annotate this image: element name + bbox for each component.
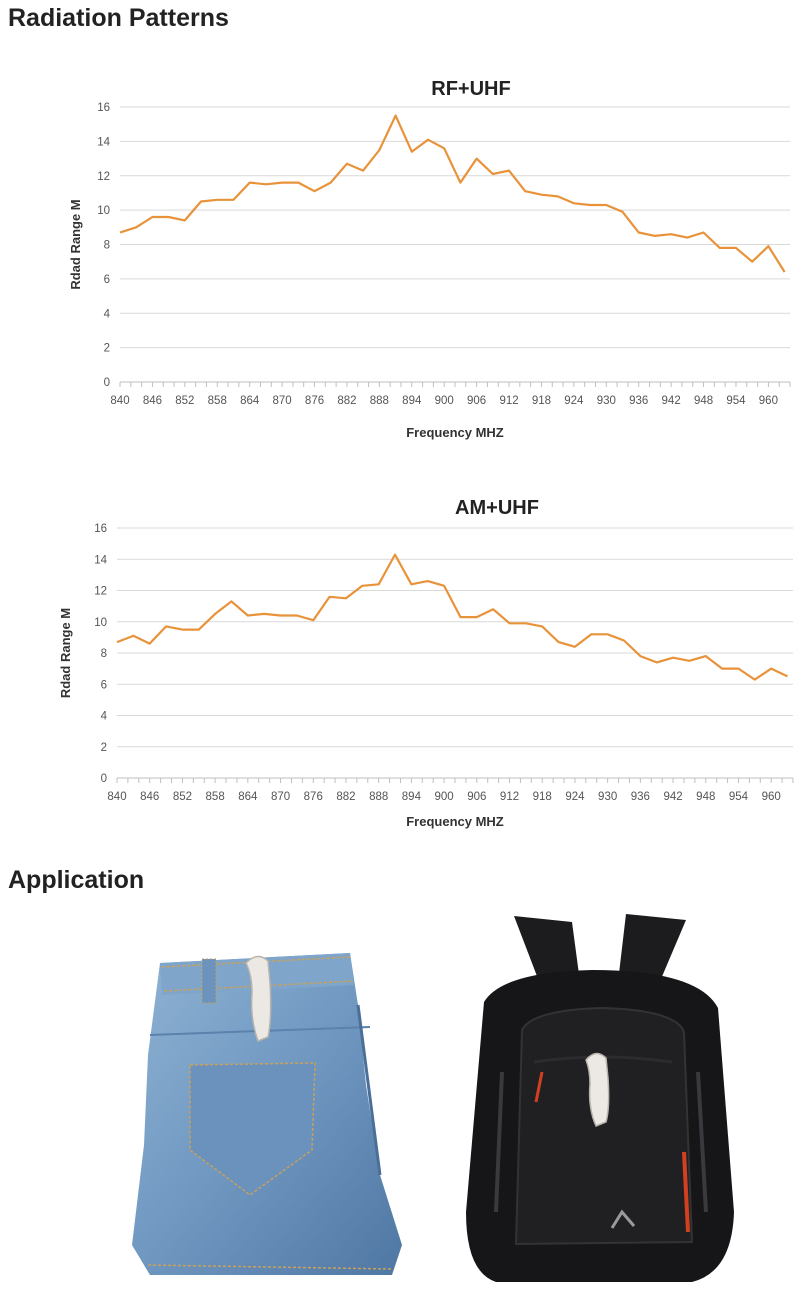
x-tick-label: 924 xyxy=(565,791,585,803)
x-tick-label: 900 xyxy=(434,791,454,803)
application-heading: Application xyxy=(8,866,145,894)
x-tick-label: 858 xyxy=(207,395,227,407)
x-tick-label: 936 xyxy=(629,395,649,407)
y-tick-label: 8 xyxy=(103,239,110,252)
x-tick-label: 954 xyxy=(728,791,749,803)
y-tick-label: 14 xyxy=(97,136,110,149)
y-tick-label: 0 xyxy=(103,377,110,389)
radiation-patterns-heading: Radiation Patterns xyxy=(8,4,229,32)
x-tick-label: 870 xyxy=(270,791,291,803)
x-tick-label: 870 xyxy=(272,395,292,407)
x-tick-label: 942 xyxy=(661,395,681,407)
y-tick-label: 16 xyxy=(94,523,107,535)
x-tick-label: 948 xyxy=(693,395,714,407)
x-tick-label: 876 xyxy=(303,791,323,803)
y-tick-label: 16 xyxy=(97,102,110,114)
x-axis-title: Frequency MHZ xyxy=(406,425,504,440)
y-axis-title: Rdad Range M xyxy=(68,199,83,290)
x-tick-label: 954 xyxy=(726,395,746,407)
y-axis-title: Rdad Range M xyxy=(58,607,73,699)
x-tick-label: 846 xyxy=(140,791,160,803)
x-tick-label: 960 xyxy=(758,395,778,407)
chart-title: RF+UHF xyxy=(431,78,511,100)
y-tick-label: 12 xyxy=(94,585,107,598)
x-tick-label: 960 xyxy=(761,791,781,803)
y-tick-label: 2 xyxy=(103,342,110,355)
x-tick-label: 852 xyxy=(175,395,195,407)
x-tick-label: 930 xyxy=(596,395,616,407)
x-tick-label: 918 xyxy=(532,791,552,803)
x-tick-label: 948 xyxy=(696,791,716,803)
x-tick-label: 906 xyxy=(467,395,487,407)
y-tick-label: 10 xyxy=(97,205,110,218)
backpack-photo xyxy=(462,912,736,1284)
x-tick-label: 924 xyxy=(564,395,584,407)
y-tick-label: 8 xyxy=(100,648,107,660)
jeans-photo xyxy=(130,945,408,1280)
y-tick-label: 10 xyxy=(94,616,107,629)
x-tick-label: 942 xyxy=(663,791,683,803)
x-tick-label: 912 xyxy=(499,395,519,407)
x-tick-label: 846 xyxy=(142,395,163,407)
x-tick-label: 864 xyxy=(238,791,258,803)
x-axis-title: Frequency MHZ xyxy=(406,814,504,829)
chart-title: AM+UHF xyxy=(455,497,539,519)
x-tick-label: 888 xyxy=(369,395,389,407)
x-tick-label: 876 xyxy=(304,395,325,407)
x-tick-label: 858 xyxy=(205,791,225,803)
y-tick-label: 2 xyxy=(100,741,107,754)
y-tick-label: 4 xyxy=(100,710,107,723)
x-tick-label: 882 xyxy=(337,395,357,407)
x-tick-label: 936 xyxy=(630,791,650,803)
x-tick-label: 888 xyxy=(369,791,389,803)
y-tick-label: 6 xyxy=(100,679,107,692)
series-line xyxy=(117,555,788,680)
x-tick-label: 900 xyxy=(434,395,454,407)
y-tick-label: 0 xyxy=(100,773,107,785)
y-tick-label: 12 xyxy=(97,170,110,183)
x-tick-label: 912 xyxy=(499,791,520,803)
x-tick-label: 918 xyxy=(531,395,552,407)
series-line xyxy=(120,116,785,272)
y-tick-label: 6 xyxy=(103,273,110,286)
x-tick-label: 930 xyxy=(598,791,618,803)
x-tick-label: 882 xyxy=(336,791,356,803)
am-uhf-chart xyxy=(0,485,800,835)
y-tick-label: 14 xyxy=(94,554,107,567)
x-tick-label: 840 xyxy=(110,395,130,407)
x-tick-label: 894 xyxy=(401,791,421,803)
x-tick-label: 840 xyxy=(107,791,127,803)
x-tick-label: 894 xyxy=(402,395,422,407)
x-tick-label: 852 xyxy=(172,791,193,803)
rf-uhf-chart xyxy=(0,70,800,445)
x-tick-label: 864 xyxy=(240,395,260,407)
x-tick-label: 906 xyxy=(467,791,487,803)
y-tick-label: 4 xyxy=(103,308,110,321)
